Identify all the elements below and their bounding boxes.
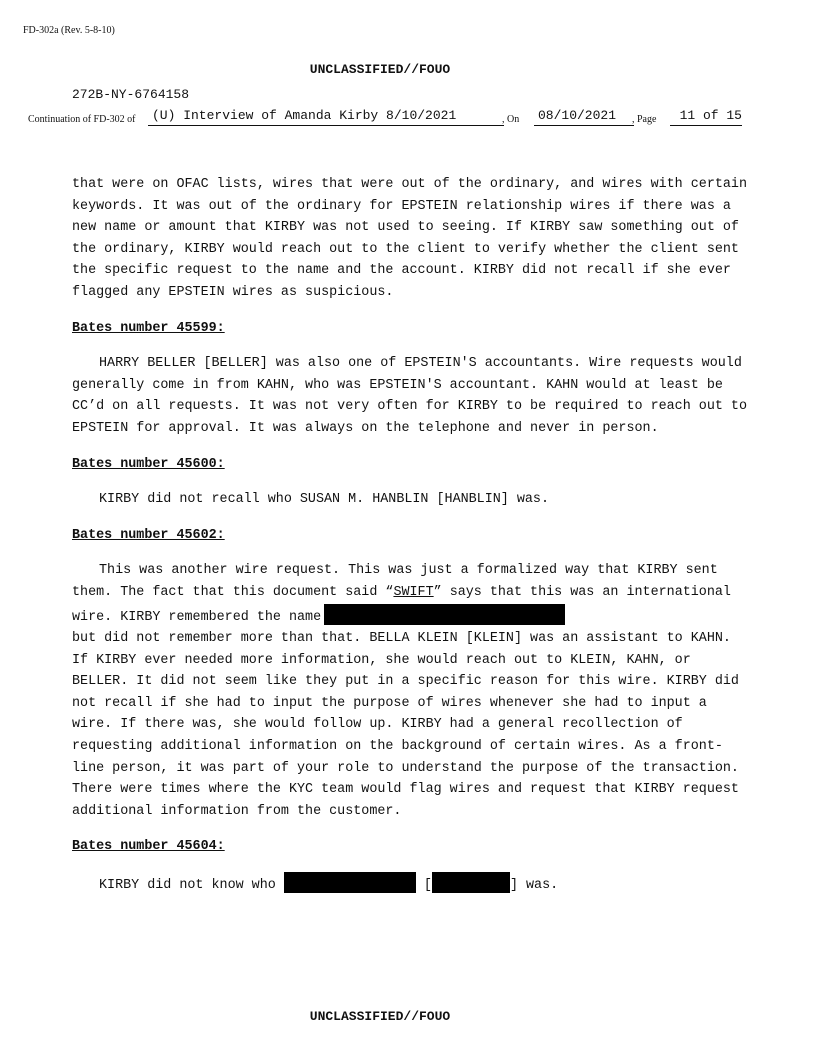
classification-header: UNCLASSIFIED//FOUO bbox=[309, 62, 451, 77]
paragraph-45602-part-2: ” says that this was an international wire. KIRBY remembered the name bbox=[72, 584, 731, 625]
paragraph-45599: HARRY BELLER [BELLER] was also one of EPSTEIN'S accountants. Wire requests would generally come in from KAHN, who was EPSTEIN'S accountant. KAHN would at least be CC’d on all requests. It was not very often for KIRBY to be required to reach out to EPSTEIN for approval. It was always on the telephone and never in person. bbox=[72, 356, 747, 436]
bracket-open: [ bbox=[423, 878, 432, 894]
case-number: 272B-NY-6764158 bbox=[72, 87, 190, 102]
paragraph-45602-part-1: This was another wire request. This was just a formalized way that KIRBY sent them. The fact that this document said “ bbox=[72, 563, 718, 600]
document-body bbox=[72, 174, 748, 897]
intro-paragraph: that were on OFAC lists, wires that were out of the ordinary, and wires with certain keywords. It was out of the ordinary for EPSTEIN relationship wires if there was a new name or amount that KIRBY was not used to seeing. If KIRBY saw something out of the ordinary, KIRBY would reach out to the client to verify whether the client sent the specific request to the name and the account. KIRBY did not recall if she ever flagged any EPSTEIN wires as suspicious. bbox=[72, 177, 747, 300]
paragraph-45600: KIRBY did not recall who SUSAN M. HANBLIN [HANBLIN] was. bbox=[99, 492, 549, 508]
paragraph-45602-part-3: but did not remember more than that. BELLA KLEIN [KLEIN] was an assistant to KAHN. If KIRBY ever needed more information, she would reach out to KLEIN, KAHN, or BELLER. It did not seem like they put in a specific reason for this wire. KIRBY did not recall if she had to input the purpose of wires whenever she had to input a wire. If there was, she would follow up. KIRBY had a general recollection of requesting additional information on the background of certain wires. As a front-line person, it was part of your role to understand the purpose of the transaction. There were times where the KYC team would flag wires and request that KIRBY request additional information from the customer. bbox=[72, 631, 739, 819]
redaction-block bbox=[324, 604, 565, 625]
swift-term: SWIFT bbox=[393, 584, 434, 600]
redaction-block bbox=[284, 872, 338, 893]
paragraph-45604-part-2: ] was. bbox=[509, 878, 559, 894]
classification-footer: UNCLASSIFIED//FOUO bbox=[309, 1009, 451, 1024]
section-heading-45602: Bates number 45602: bbox=[72, 527, 225, 543]
on-label: , On bbox=[502, 114, 520, 125]
page-label: , Page bbox=[632, 114, 657, 125]
continuation-label: Continuation of FD-302 of bbox=[28, 114, 136, 125]
paragraph-45604 bbox=[72, 872, 748, 897]
continuation-field: (U) Interview of Amanda Kirby 8/10/2021 bbox=[148, 106, 504, 126]
paragraph-45604-part-1: KIRBY did not know who bbox=[99, 878, 276, 894]
redaction-block bbox=[338, 872, 416, 893]
section-heading-45604: Bates number 45604: bbox=[72, 839, 225, 855]
redaction-block bbox=[432, 872, 510, 893]
date-field: 08/10/2021 bbox=[534, 106, 634, 126]
section-heading-45600: Bates number 45600: bbox=[72, 456, 225, 472]
section-heading-45599: Bates number 45599: bbox=[72, 320, 225, 336]
form-identifier: FD-302a (Rev. 5-8-10) bbox=[23, 25, 115, 36]
page-field: 11 of 15 bbox=[670, 106, 742, 126]
continuation-row bbox=[28, 106, 768, 128]
paragraph-45602 bbox=[72, 560, 748, 822]
